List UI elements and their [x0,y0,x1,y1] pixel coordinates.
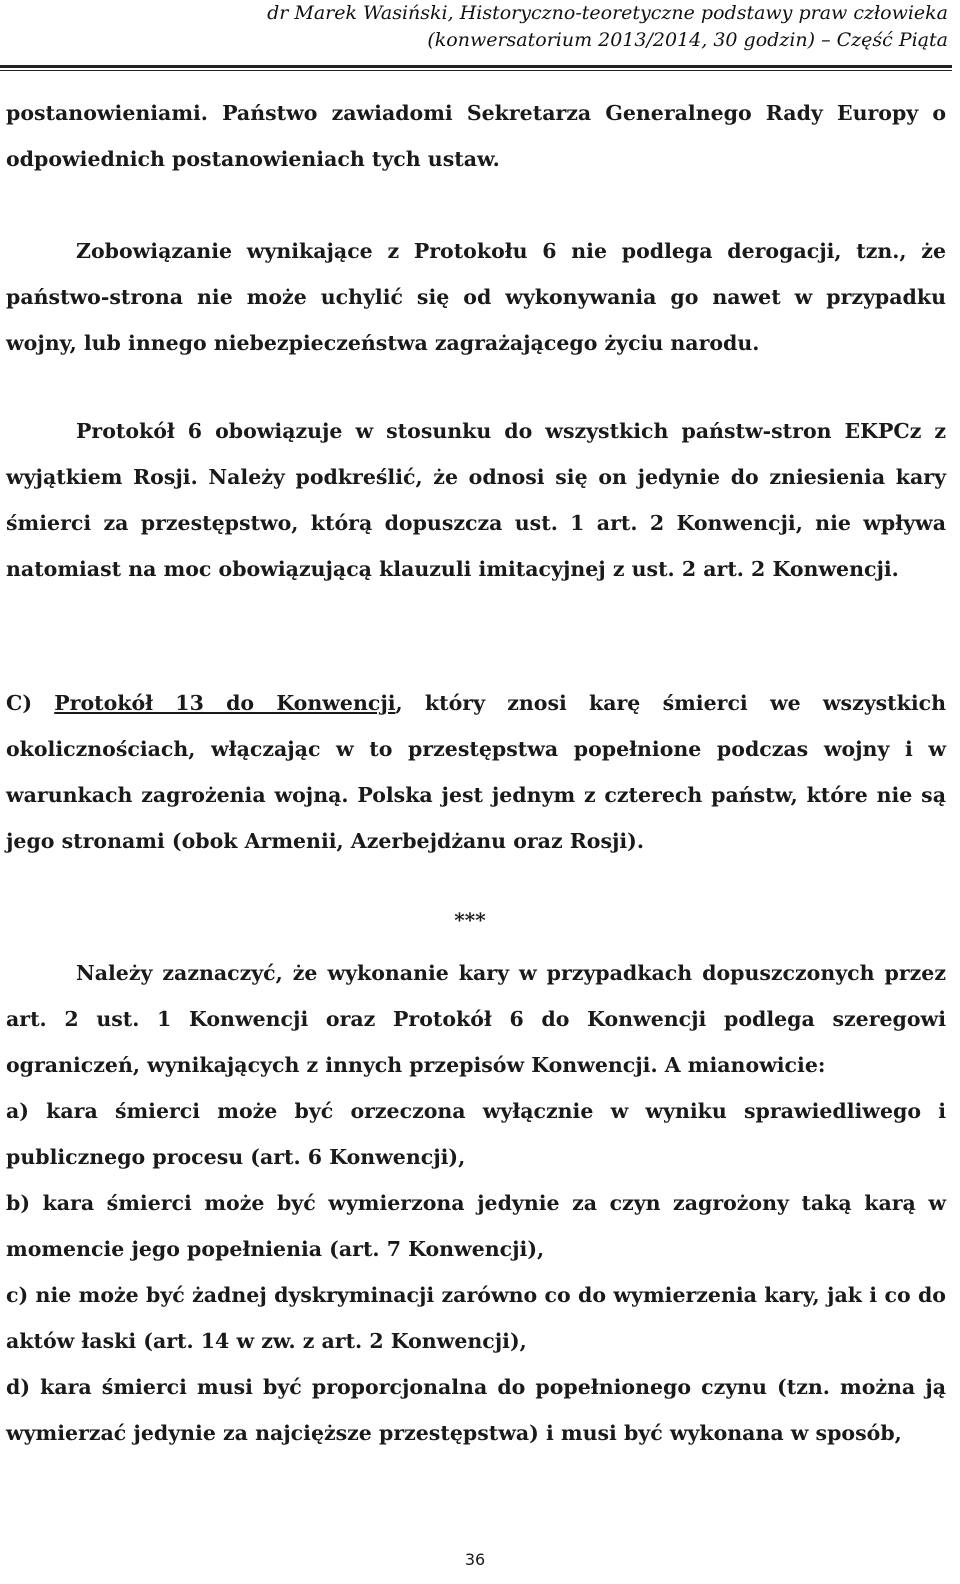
paragraph-3 [6,408,946,592]
page-number: 36 [464,1550,486,1569]
list-item-b: b) kara śmierci może być wymierzona jedynie za czyn zagrożony taką karą w momencie jego popełnienia (art. 7 Konwencji), [6,1191,946,1261]
paragraph-4-prefix: C) [6,691,55,715]
header-line-2: (konwersatorium 2013/2014, 30 godzin) – Część Piąta [427,29,948,51]
header-line-1: dr Marek Wasiński, Historyczno-teoretyczne podstawy praw człowieka [267,2,948,24]
list-item-d: d) kara śmierci musi być proporcjonalna do popełnionego czynu (tzn. można ją wymierzać jedynie za najcięższe przestępstwa) i musi być wykonana w sposób, [6,1375,946,1445]
page-header [18,0,948,54]
list-item-a: a) kara śmierci może być orzeczona wyłącznie w wyniku sprawiedliwego i publicznego procesu (art. 6 Konwencji), [6,1099,946,1169]
section-separator: *** [454,908,486,932]
paragraph-4-rest: , który znosi karę śmierci we wszystkich okolicznościach, włączając w to przestępstwa popełnione podczas wojny i w warunkach zagrożenia wojną. Polska jest jednym z czterech państw, które nie są jego stronami (obok Armenii, Azerbejdżanu oraz Rosji). [6,691,947,853]
paragraph-5-text: Należy zaznaczyć, że wykonanie kary w przypadkach dopuszczonych przez art. 2 ust. 1 Konwencji oraz Protokół 6 do Konwencji podlega szeregowi ograniczeń, wynikających z innych przepisów Konwencji. A mianowicie: [6,961,946,1077]
header-rule-thin [0,70,952,71]
header-rule-thick [0,65,952,68]
paragraph-2-text: Zobowiązanie wynikające z Protokołu 6 nie podlega derogacji, tzn., że państwo-strona nie może uchylić się od wykonywania go nawet w przypadku wojny, lub innego niebezpieczeństwa zagrażającego życiu narodu. [6,239,946,355]
paragraph-3-text: Protokół 6 obowiązuje w stosunku do wszystkich państw-stron EKPCz z wyjątkiem Rosji. Należy podkreślić, że odnosi się on jedynie do zniesienia kary śmierci za przestępstwo, którą dopuszcza ust. 1 art. 2 Konwencji, nie wpływa natomiast na moc obowiązującą klauzuli imitacyjnej z ust. 2 art. 2 Konwencji. [6,419,946,581]
protocol-13-title: Protokół 13 do Konwencji [54,691,396,715]
paragraph-1 [6,90,946,182]
list-item-c: c) nie może być żadnej dyskryminacji zarówno co do wymierzenia kary, jak i co do aktów łaski (art. 14 w zw. z art. 2 Konwencji), [6,1283,946,1353]
paragraph-1-text: postanowieniami. Państwo zawiadomi Sekretarza Generalnego Rady Europy o odpowiednich postanowieniach tych ustaw. [6,101,946,171]
paragraph-2 [6,228,946,366]
paragraph-5 [6,950,946,1456]
paragraph-4 [6,680,946,864]
paragraph-4-text [6,680,946,864]
